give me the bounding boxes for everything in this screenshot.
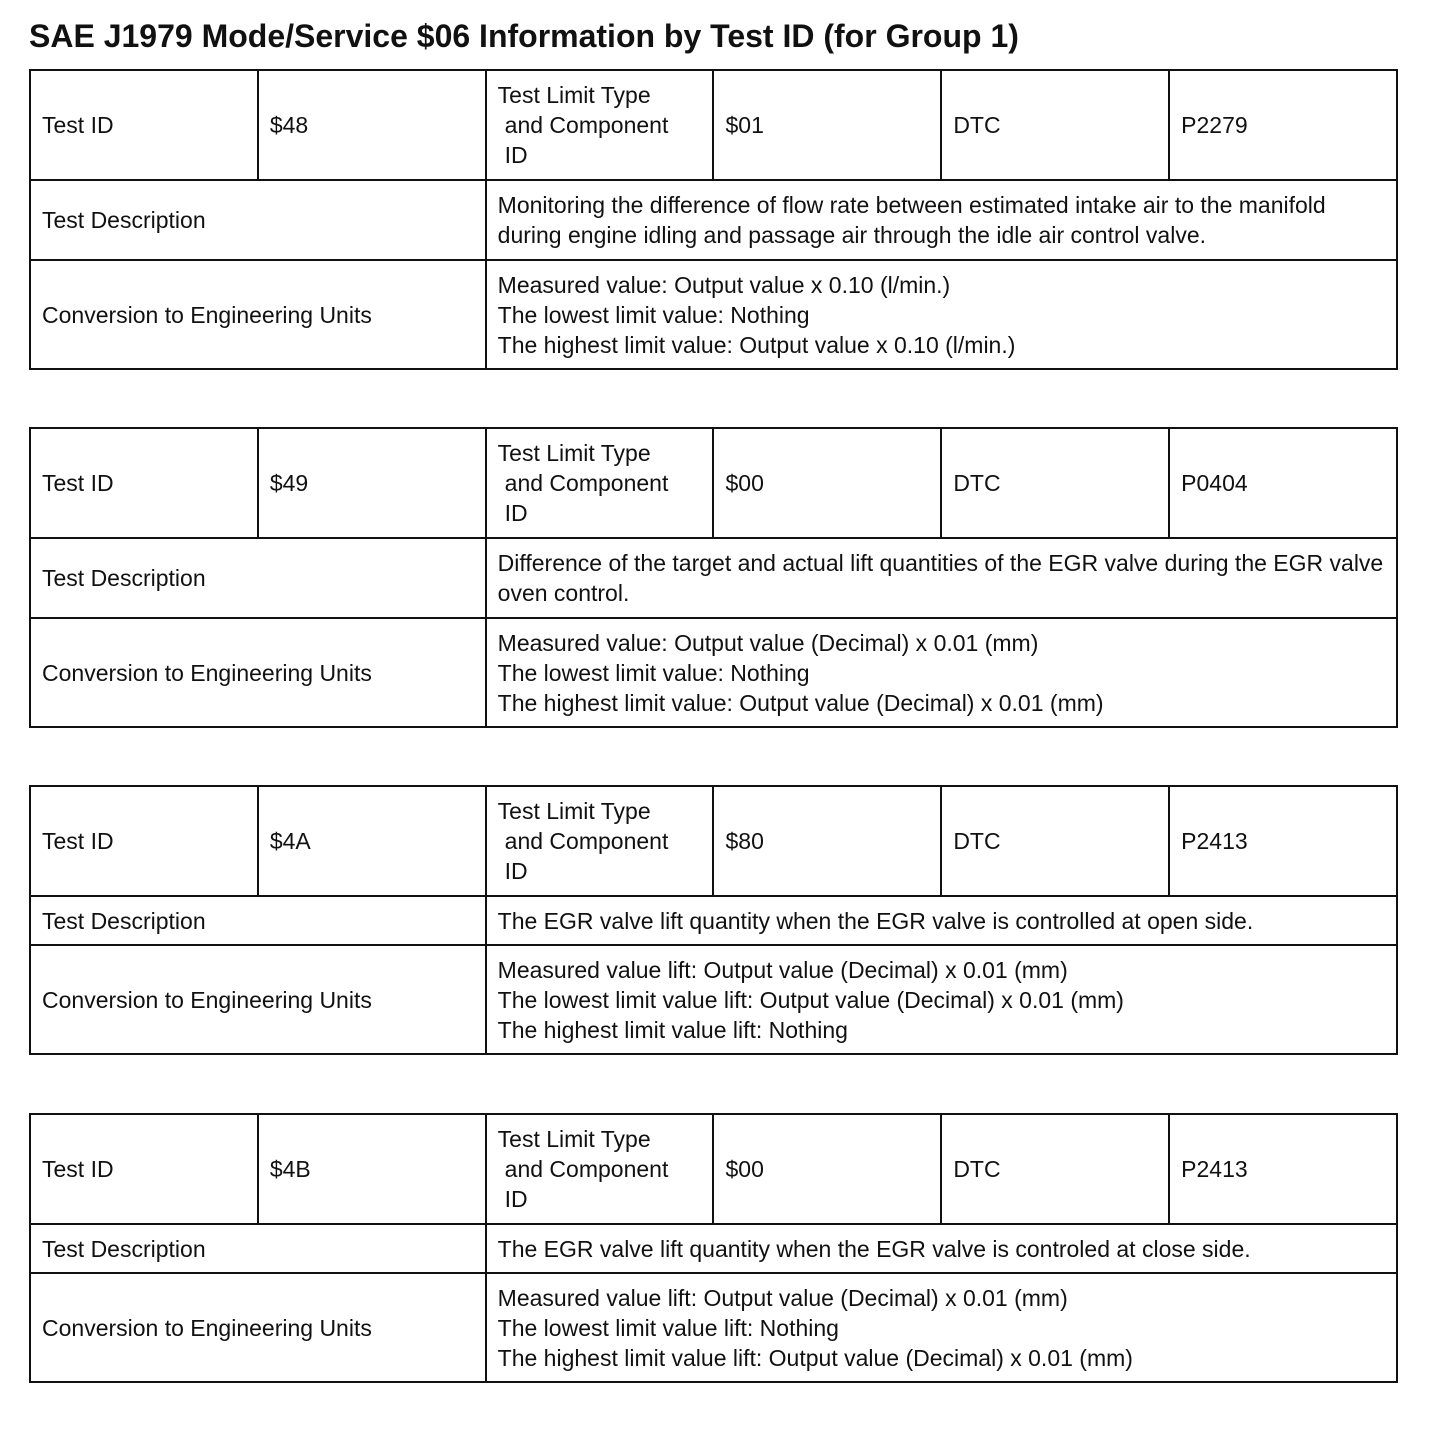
conversion-line: Measured value lift: Output value (Decimal) x 0.01 (mm) bbox=[497, 1284, 1068, 1311]
limit-type-label bbox=[486, 786, 714, 896]
test-id-label: Test ID bbox=[30, 70, 258, 180]
test-description-row bbox=[30, 538, 1397, 618]
test-description-label: Test Description bbox=[30, 180, 486, 260]
test-header-row bbox=[30, 1114, 1397, 1224]
test-table bbox=[29, 427, 1398, 728]
test-description-value bbox=[486, 538, 1397, 618]
test-description-row bbox=[30, 896, 1397, 945]
test-header-row bbox=[30, 786, 1397, 896]
test-description-text: Difference of the target and actual lift quantities of the EGR valve during the EGR valve oven control. bbox=[497, 550, 1384, 606]
conversion-line: The highest limit value: Output value (Decimal) x 0.01 (mm) bbox=[497, 689, 1104, 716]
conversion-line: Measured value lift: Output value (Decimal) x 0.01 (mm) bbox=[497, 956, 1068, 983]
limit-type-label-line: and Component bbox=[504, 1156, 669, 1182]
dtc-label: DTC bbox=[941, 70, 1169, 180]
dtc-label: DTC bbox=[941, 1114, 1169, 1224]
limit-type-label-line: and Component bbox=[504, 470, 669, 496]
limit-type-label-line: Test Limit Type bbox=[497, 1126, 651, 1152]
test-table bbox=[29, 1113, 1398, 1383]
test-description-text: Monitoring the difference of flow rate between estimated intake air to the manifold during engine idling and passage air through the idle air control valve. bbox=[497, 192, 1326, 248]
limit-type-label-line: Test Limit Type bbox=[497, 440, 651, 466]
test-description-label: Test Description bbox=[30, 1224, 486, 1273]
limit-type-label bbox=[486, 428, 714, 538]
limit-type-label-line: and Component bbox=[504, 828, 669, 854]
conversion-line: Measured value: Output value (Decimal) x 0.01 (mm) bbox=[497, 629, 1039, 656]
conversion-line: The highest limit value lift: Nothing bbox=[497, 1016, 848, 1043]
test-description-row bbox=[30, 1224, 1397, 1273]
conversion-line: The highest limit value lift: Output value (Decimal) x 0.01 (mm) bbox=[497, 1344, 1133, 1371]
test-header-row bbox=[30, 428, 1397, 538]
limit-type-label-line: and Component bbox=[504, 112, 669, 138]
limit-type-label-line: ID bbox=[504, 858, 528, 884]
test-id-value: $4B bbox=[258, 1114, 486, 1224]
test-id-label: Test ID bbox=[30, 1114, 258, 1224]
test-description-label: Test Description bbox=[30, 538, 486, 618]
test-id-label: Test ID bbox=[30, 786, 258, 896]
test-id-value: $48 bbox=[258, 70, 486, 180]
conversion-value bbox=[486, 945, 1397, 1054]
test-description-text: The EGR valve lift quantity when the EGR valve is controlled at open side. bbox=[497, 907, 1254, 934]
conversion-label: Conversion to Engineering Units bbox=[30, 945, 486, 1054]
limit-type-value: $00 bbox=[713, 428, 941, 538]
test-description-value bbox=[486, 1224, 1397, 1273]
conversion-line: The lowest limit value: Nothing bbox=[497, 659, 810, 686]
test-header-row bbox=[30, 70, 1397, 180]
test-description-text: The EGR valve lift quantity when the EGR valve is controled at close side. bbox=[497, 1235, 1251, 1262]
conversion-label: Conversion to Engineering Units bbox=[30, 1273, 486, 1382]
conversion-value bbox=[486, 260, 1397, 369]
dtc-label: DTC bbox=[941, 428, 1169, 538]
test-table bbox=[29, 785, 1398, 1055]
conversion-line: The highest limit value: Output value x 0.10 (l/min.) bbox=[497, 331, 1016, 358]
dtc-value: P2279 bbox=[1169, 70, 1397, 180]
test-id-label: Test ID bbox=[30, 428, 258, 538]
page-title: SAE J1979 Mode/Service $06 Information by Test ID (for Group 1) bbox=[29, 18, 1019, 54]
dtc-value: P2413 bbox=[1169, 1114, 1397, 1224]
limit-type-value: $80 bbox=[713, 786, 941, 896]
limit-type-label-line: ID bbox=[504, 142, 528, 168]
conversion-line: Measured value: Output value x 0.10 (l/min.) bbox=[497, 271, 951, 298]
dtc-value: P2413 bbox=[1169, 786, 1397, 896]
limit-type-label bbox=[486, 70, 714, 180]
conversion-line: The lowest limit value lift: Nothing bbox=[497, 1314, 839, 1341]
limit-type-label-line: ID bbox=[504, 1186, 528, 1212]
conversion-row bbox=[30, 945, 1397, 1054]
test-description-value bbox=[486, 896, 1397, 945]
test-description-label: Test Description bbox=[30, 896, 486, 945]
conversion-label: Conversion to Engineering Units bbox=[30, 618, 486, 727]
test-description-value bbox=[486, 180, 1397, 260]
dtc-value: P0404 bbox=[1169, 428, 1397, 538]
test-table bbox=[29, 69, 1398, 370]
limit-type-label-line: ID bbox=[504, 500, 528, 526]
limit-type-label-line: Test Limit Type bbox=[497, 82, 651, 108]
limit-type-value: $01 bbox=[713, 70, 941, 180]
conversion-line: The lowest limit value lift: Output value (Decimal) x 0.01 (mm) bbox=[497, 986, 1124, 1013]
test-description-row bbox=[30, 180, 1397, 260]
limit-type-label-line: Test Limit Type bbox=[497, 798, 651, 824]
conversion-row bbox=[30, 1273, 1397, 1382]
test-id-value: $49 bbox=[258, 428, 486, 538]
conversion-label: Conversion to Engineering Units bbox=[30, 260, 486, 369]
conversion-row bbox=[30, 260, 1397, 369]
conversion-line: The lowest limit value: Nothing bbox=[497, 301, 810, 328]
conversion-value bbox=[486, 1273, 1397, 1382]
test-id-value: $4A bbox=[258, 786, 486, 896]
conversion-value bbox=[486, 618, 1397, 727]
conversion-row bbox=[30, 618, 1397, 727]
dtc-label: DTC bbox=[941, 786, 1169, 896]
limit-type-label bbox=[486, 1114, 714, 1224]
limit-type-value: $00 bbox=[713, 1114, 941, 1224]
